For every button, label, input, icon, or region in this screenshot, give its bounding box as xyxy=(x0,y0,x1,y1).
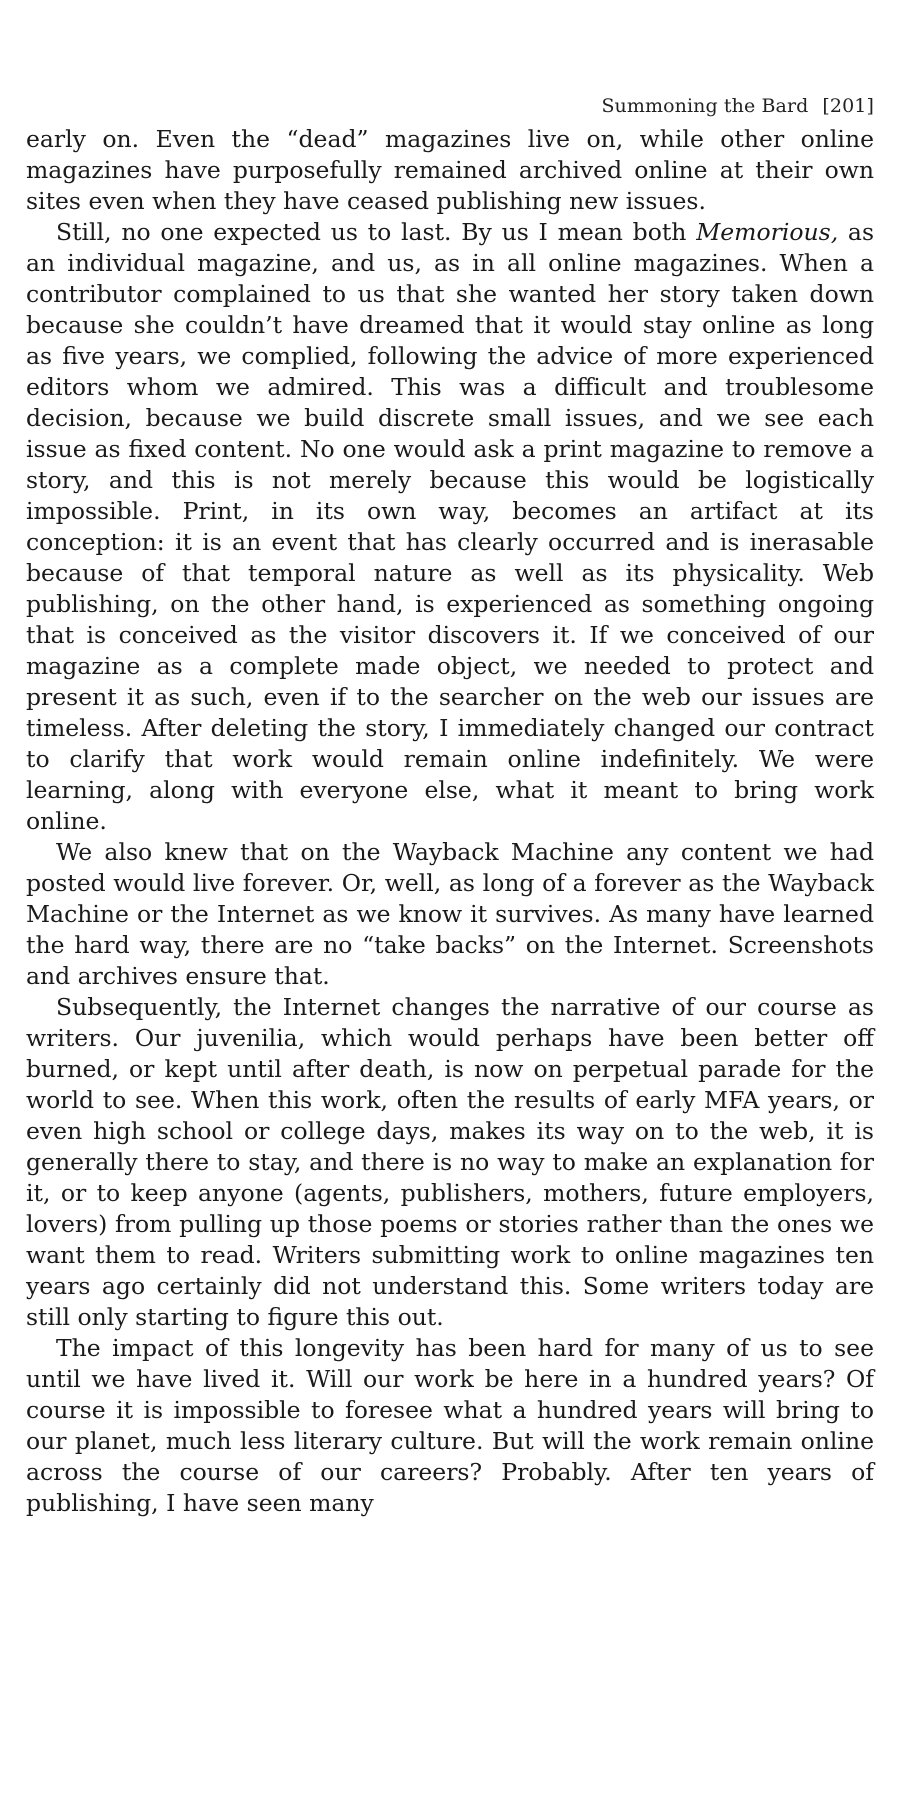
book-page xyxy=(26,92,874,1519)
paragraph-memorious xyxy=(26,217,874,837)
paragraph-juvenilia: Subsequently, the Internet changes the narrative of our course as writers. Our juvenilia, which would perhaps have been better off burned, or kept until after death, is now on perpetual parade for the world to see. When this work, often the results of early MFA years, or even high school or college days, makes its way on to the web, it is generally there to stay, and there is no way to make an explanation for it, or to keep anyone (agents, publishers, mothers, future employers, lovers) from pulling up those poems or stories rather than the ones we want them to read. Writers submitting work to online magazines ten years ago certainly did not understand this. Some writers today are still only starting to figure this out. xyxy=(26,993,874,1331)
paragraph-text: Still, no one expected us to last. By us I mean both xyxy=(56,218,697,246)
running-title: Summoning the Bard xyxy=(601,95,809,117)
paragraph-text: as an individual magazine, and us, as in all online magazines. When a contributor complained to us that she wanted her story taken down because she couldn’t have dreamed that it would stay online as long as five years, we complied, following the advice of more experienced editors whom we admired. This was a difficult and troublesome decision, because we build discrete small issues, and we see each issue as fixed content. No one would ask a print magazine to remove a story, and this is not merely because this would be logistically impossible. Print, in its own way, becomes an artifact at its conception: it is an event that has clearly occurred and is inerasable because of that temporal nature as well as its physicality. Web publishing, on the other hand, is experienced as something ongoing that is conceived as the visitor discovers it. If we conceived of our magazine as a complete made object, we needed to protect and present it as such, even if to the searcher on the web our issues are timeless. After deleting the story, I immediately changed our contract to clarify that work would remain online indefinitely. We were learning, along with everyone else, what it meant to bring work online. xyxy=(26,218,874,835)
paragraph-longevity: The impact of this longevity has been hard for many of us to see until we have lived it. Will our work be here in a hundred years? Of course it is impossible to foresee what a hundred years will bring to our planet, much less literary culture. But will the work remain online across the course of our careers? Probably. After ten years of publishing, I have seen many xyxy=(26,1334,874,1517)
paragraph-continued: early on. Even the “dead” magazines live on, while other online magazines have purposefully remained archived online at their own sites even when they have ceased publishing new issues. xyxy=(26,125,874,215)
magazine-title: Memorious, xyxy=(696,218,839,246)
page-number: [201] xyxy=(822,95,874,117)
paragraph-wayback: We also knew that on the Wayback Machine any content we had posted would live forever. Or, well, as long of a forever as the Wayback Machine or the Internet as we know it survives. As many have learned the hard way, there are no “take backs” on the Internet. Screenshots and archives ensure that. xyxy=(26,838,874,990)
running-head xyxy=(26,92,874,120)
body-text xyxy=(26,124,874,1519)
